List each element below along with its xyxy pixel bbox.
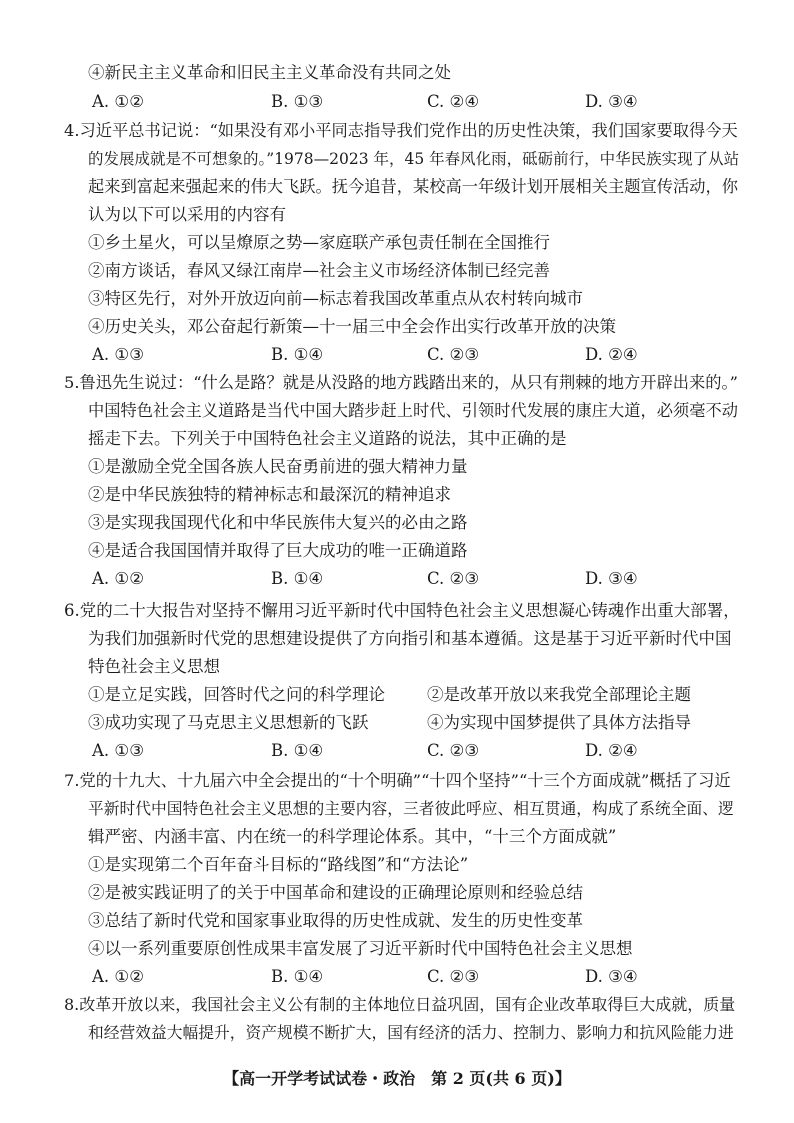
q8-stem-line-2: 和经营效益大幅提升，资产规模不断扩大，国有经济的活力、控制力、影响力和抗风险能力进 — [88, 1023, 734, 1042]
q4-item-2: ②南方谈话，春风又绿江南岸—社会主义市场经济体制已经完善 — [88, 261, 550, 280]
q7-item-1: ①是实现第二个百年奋斗目标的“路线图”和“方法论” — [88, 855, 469, 874]
q6-item-1: ①是立足实践，回答时代之问的科学理论 — [88, 685, 385, 704]
q4-stem-line-4: 认为以下可以采用的内容有 — [88, 205, 286, 224]
q7-stem-line-3: 辑严密、内涵丰富、内在统一的科学理论体系。其中，“十三个方面成就” — [88, 827, 617, 846]
q4-option-d: D. ②④ — [585, 345, 638, 364]
q6-option-d: D. ②④ — [585, 741, 638, 760]
q4-stem-line-1: 4.习近平总书记说：“如果没有邓小平同志指导我们党作出的历史性决策，我们国家要取得今天 — [64, 121, 738, 140]
q6-stem-line-3: 特色社会主义思想 — [88, 657, 220, 676]
q5-item-4: ④是适合我国国情并取得了巨大成功的唯一正确道路 — [88, 541, 468, 560]
q4-stem-line-3: 起来到富起来强起来的伟大飞跃。抚今追昔，某校高一年级计划开展相关主题宣传活动，你 — [88, 177, 738, 196]
q4-option-b: B. ①④ — [271, 345, 324, 364]
q7-item-2: ②是被实践证明了的关于中国革命和建设的正确理论原则和经验总结 — [88, 883, 583, 902]
q3-option-d: D. ③④ — [585, 92, 638, 111]
q4-item-1: ①乡土星火，可以呈燎原之势—家庭联产承包责任制在全国推行 — [88, 233, 550, 252]
q5-item-1: ①是激励全党全国各族人民奋勇前进的强大精神力量 — [88, 457, 468, 476]
q5-item-2: ②是中华民族独特的精神标志和最深沉的精神追求 — [88, 485, 451, 504]
q6-option-b: B. ①④ — [271, 741, 324, 760]
q3-option-b: B. ①③ — [271, 92, 324, 111]
q5-option-d: D. ③④ — [585, 569, 638, 588]
q6-item-2: ②是改革开放以来我党全部理论主题 — [427, 685, 691, 704]
q6-stem-line-2: 为我们加强新时代党的思想建设提供了方向指引和基本遵循。这是基于习近平新时代中国 — [88, 629, 732, 648]
q7-stem-line-1: 7.党的十九大、十九届六中全会提出的“十个明确”“十四个坚持”“十三个方面成就”概括了习近 — [64, 771, 731, 790]
q3-option-c: C. ②④ — [427, 92, 480, 111]
q4-stem-line-2: 的发展成就是不可想象的。”1978—2023 年，45 年春风化雨，砥砺前行，中华民族实现了从站 — [88, 150, 740, 168]
q7-stem-line-2: 平新时代中国特色社会主义思想的主要内容，三者彼此呼应、相互贯通，构成了系统全面、逻 — [88, 799, 734, 818]
q4-item-3: ③特区先行，对外开放迈向前—标志着我国改革重点从农村转向城市 — [88, 289, 583, 308]
q5-stem-line-1: 5.鲁迅先生说过：“什么是路？就是从没路的地方践踏出来的，从只有荆棘的地方开辟出来的。” — [64, 373, 738, 392]
q5-option-b: B. ①④ — [271, 569, 324, 588]
q3-item-4: ④新民主主义革命和旧民主主义革命没有共同之处 — [88, 63, 451, 82]
q6-item-4: ④为实现中国梦提供了具体方法指导 — [427, 713, 691, 732]
q7-option-b: B. ①④ — [271, 967, 324, 986]
q7-item-3: ③总结了新时代党和国家事业取得的历史性成就、发生的历史性变革 — [88, 911, 583, 930]
q7-item-4: ④以一系列重要原创性成果丰富发展了习近平新时代中国特色社会主义思想 — [88, 939, 633, 958]
q4-option-a: A. ①③ — [92, 345, 144, 364]
q6-option-a: A. ①③ — [92, 741, 144, 760]
q7-option-c: C. ②③ — [427, 967, 480, 986]
q6-option-c: C. ②③ — [427, 741, 480, 760]
q4-item-4: ④历史关头，邓公奋起行新策—十一届三中全会作出实行改革开放的决策 — [88, 317, 616, 336]
q5-option-a: A. ①② — [92, 569, 144, 588]
q5-stem-line-3: 摇走下去。下列关于中国特色社会主义道路的说法，其中正确的是 — [88, 429, 567, 448]
q6-stem-line-1: 6.党的二十大报告对坚持不懈用习近平新时代中国特色社会主义思想凝心铸魂作出重大部署， — [64, 601, 740, 620]
q6-item-3: ③成功实现了马克思主义思想新的飞跃 — [88, 713, 369, 732]
page-footer: 【高一开学考试试卷・政治 第 2 页(共 6 页)】 — [223, 1069, 571, 1088]
q3-option-a: A. ①② — [92, 92, 144, 111]
q5-item-3: ③是实现我国现代化和中华民族伟大复兴的必由之路 — [88, 513, 468, 532]
q5-stem-line-2: 中国特色社会主义道路是当代中国大踏步赶上时代、引领时代发展的康庄大道，必须毫不动 — [88, 401, 738, 420]
q4-option-c: C. ②③ — [427, 345, 480, 364]
q7-option-d: D. ③④ — [585, 967, 638, 986]
q5-option-c: C. ②③ — [427, 569, 480, 588]
q8-stem-line-1: 8.改革开放以来，我国社会主义公有制的主体地位日益巩固，国有企业改革取得巨大成就，质量 — [64, 995, 736, 1014]
q7-option-a: A. ①② — [92, 967, 144, 986]
